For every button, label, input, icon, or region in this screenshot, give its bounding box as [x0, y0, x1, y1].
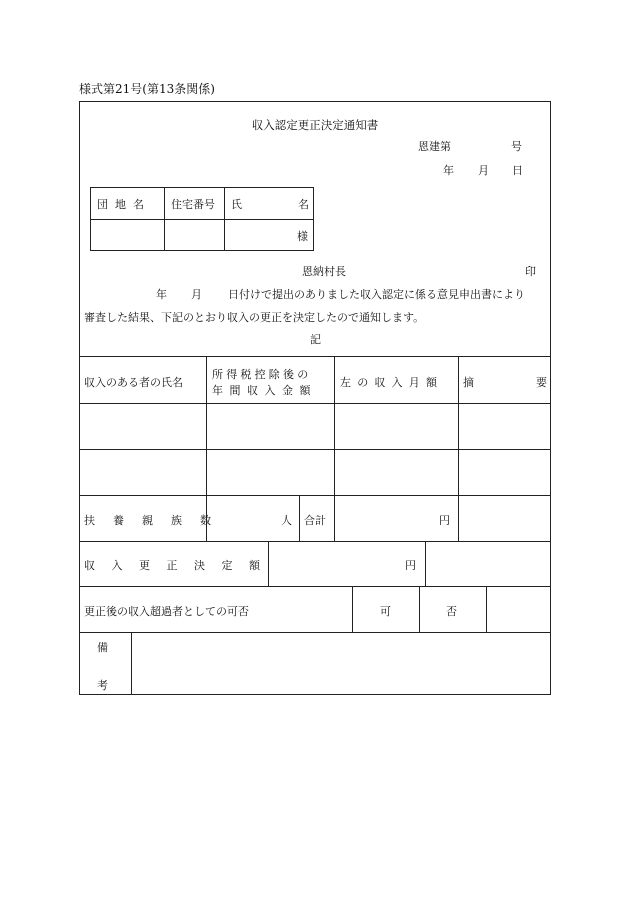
table-line [299, 495, 300, 541]
header-name-a: 氏 [231, 198, 242, 211]
body-year: 年 [156, 288, 167, 301]
header-danchi-name [97, 196, 157, 212]
header-house-number: 住宅番号 [171, 198, 215, 211]
decided-amount-label: 収入更正決定額 [84, 559, 277, 572]
table-line [425, 541, 426, 586]
date-month: 月 [478, 164, 489, 177]
date-day: 日 [512, 164, 523, 177]
remarks-label-b: 考 [97, 679, 108, 692]
table-line [79, 449, 551, 450]
over-income-label: 更正後の収入超過者としての可否 [84, 605, 249, 618]
table-line [131, 632, 132, 695]
document-title: 収入認定更正決定通知書 [251, 118, 379, 132]
header-danchi-name-text: 団地名 [97, 198, 151, 211]
col-header-annual-income-1: 所得税控除後の [212, 368, 312, 381]
issuer-seal: 印 [525, 265, 536, 278]
table-line [352, 586, 353, 632]
col-header-remarks-a: 摘 [463, 376, 474, 389]
issuer-name: 恩納村長 [302, 265, 346, 278]
doc-number-prefix: 恩建第 [418, 140, 451, 153]
table-line [79, 403, 551, 404]
col-header-remarks-b: 要 [536, 376, 547, 389]
header-name-b: 名 [298, 198, 309, 211]
table-line [79, 356, 551, 357]
ki-heading: 記 [310, 333, 321, 346]
dependents-label: 扶養親族数 [84, 514, 229, 527]
body-line1: 日付けで提出のありました収入認定に係る意見申出書により [228, 288, 525, 301]
doc-number-suffix: 号 [511, 140, 522, 153]
total-label: 合計 [304, 514, 326, 527]
dependents-unit: 人 [281, 514, 292, 527]
table-line [458, 356, 459, 541]
body-month: 月 [191, 288, 202, 301]
date-year: 年 [443, 164, 454, 177]
col-header-earner-name: 収入のある者の氏名 [84, 376, 183, 389]
total-unit: 円 [439, 514, 450, 527]
option-yes: 可 [380, 605, 391, 618]
decided-amount-unit: 円 [405, 559, 416, 572]
table-line [79, 632, 551, 633]
table-line [419, 586, 420, 632]
body-line2: 審査した結果、下記のとおり収入の更正を決定したので通知します。 [84, 311, 425, 324]
remarks-label-a: 備 [97, 641, 108, 654]
option-no: 否 [446, 605, 457, 618]
col-header-monthly-income: 左の収入月額 [340, 376, 444, 389]
recipient-table-divider [164, 187, 165, 251]
table-line [486, 586, 487, 632]
col-header-annual-income-2: 年間収入金額 [212, 384, 317, 397]
table-line [334, 356, 335, 541]
honorific-sama: 様 [297, 230, 308, 243]
table-line [79, 495, 551, 496]
form-number: 様式第21号(第13条関係) [79, 82, 215, 96]
table-line [79, 541, 551, 542]
recipient-table-divider [90, 219, 314, 220]
recipient-table-divider [224, 187, 225, 251]
table-line [79, 586, 551, 587]
